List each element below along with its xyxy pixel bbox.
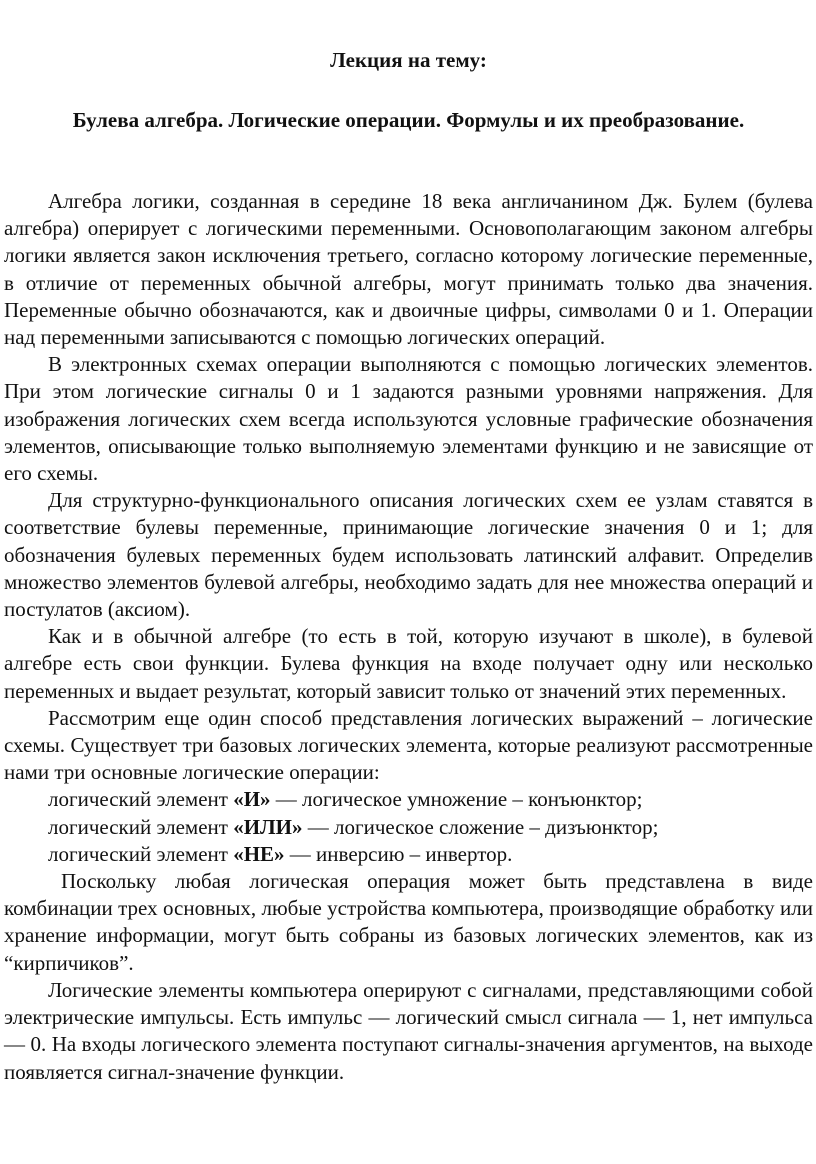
paragraph-basic-combination: Поскольку любая логическая операция может быть представлена в виде комбинации трех основных, любые устройства компьютера, производящие обработку или хранение информации, могут быть собраны из базовых логических элементов, как из “кирпичиков”. (4, 869, 813, 975)
paragraph-boolean-algebra-intro: Алгебра логики, созданная в середине 18 века англичанином Дж. Булем (булева алгебра) оперирует с логическими переменными. Основополагающим законом алгебры логики является закон исключения третьего, согласно которому логические переменные, в отличие от переменных обычной алгебры, могут принимать только два значения. Переменные обычно обозначаются, как и двоичные цифры, символами 0 и 1. Операции над переменными записываются с помощью логических операций. (4, 189, 813, 350)
element-prefix: логический элемент (48, 814, 234, 839)
element-name-and: «И» (233, 787, 271, 812)
element-name-or: «ИЛИ» (233, 814, 303, 839)
element-description: — логическое сложение – дизъюнктор; (302, 814, 659, 839)
paragraph-computer-signals: Логические элементы компьютера оперируют с сигналами, представляющими собой электрические импульсы. Есть импульс — логический смысл сигнала — 1, нет импульса — 0. На входы логического элемента поступают сигналы-значения аргументов, на выходе появляется сигнал-значение функции. (4, 977, 813, 1084)
element-prefix: логический элемент (48, 787, 234, 812)
topic-heading: Лекция на тему: (330, 48, 487, 72)
element-prefix: логический элемент (48, 841, 234, 866)
list-item-and-element (48, 786, 813, 813)
element-description: — логическое умножение – конъюнктор; (270, 787, 643, 812)
paragraph-structural-description: Для структурно-функционального описания логических схем ее узлам ставятся в соответствие булевы переменные, принимающие логические значения 0 и 1; для обозначения булевых переменных будем использовать латинский алфавит. Определив множество элементов булевой алгебры, необходимо задать для нее множества операций и постулатов (аксиом). (4, 488, 813, 622)
paragraph-boolean-functions: Как и в обычной алгебре (то есть в той, которую изучают в школе), в булевой алгебре есть свои функции. Булева функция на входе получает одну или несколько переменных и выдает результат, который зависит только от значений этих переменных. (4, 624, 813, 703)
document-title: Булева алгебра. Логические операции. Формулы и их преобразование. (72, 108, 745, 132)
list-item-or-element (48, 814, 813, 841)
list-item-not-element (48, 841, 813, 868)
paragraph-logic-circuits: Рассмотрим еще один способ представления логических выражений – логические схемы. Существует три базовых логических элемента, которые реализуют рассмотренные нами три основные логические операции: (4, 705, 813, 785)
element-description: — инверсию – инвертор. (284, 841, 513, 866)
element-name-not: «НЕ» (233, 841, 285, 866)
paragraph-electronic-circuits: В электронных схемах операции выполняются с помощью логических элементов. При этом логические сигналы 0 и 1 задаются разными уровнями напряжения. Для изображения логических схем всегда используются условные графические обозначения элементов, описывающие только выполняемую элементами функцию и не зависящие от его схемы. (4, 352, 813, 486)
